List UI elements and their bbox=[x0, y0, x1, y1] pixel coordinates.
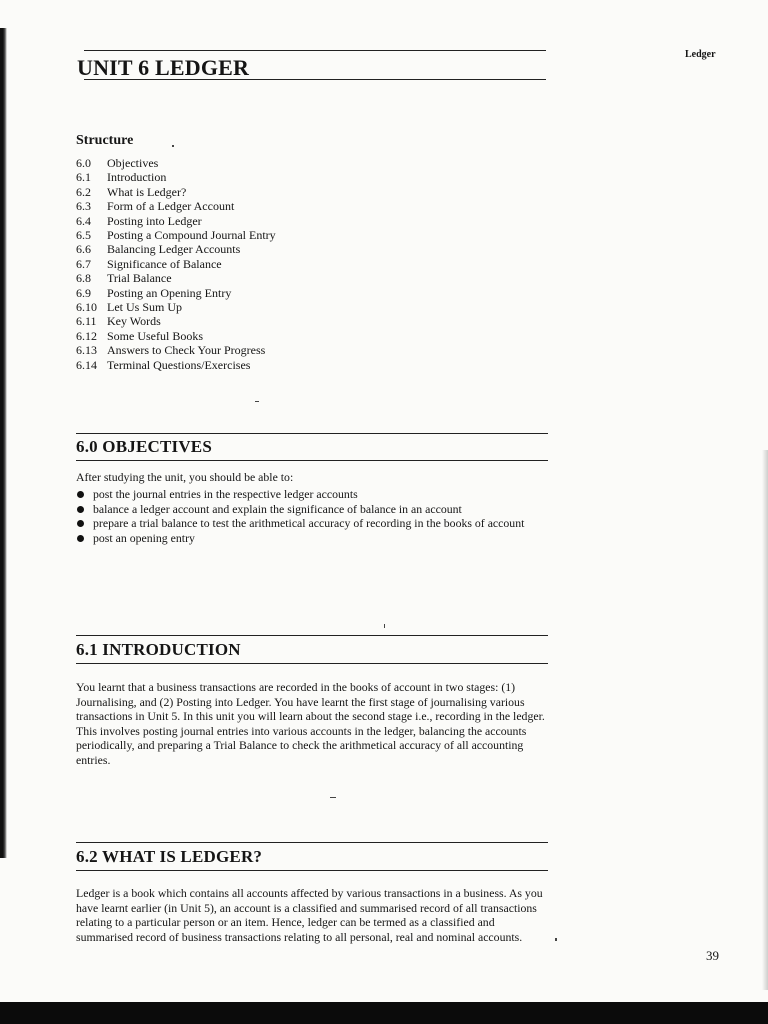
structure-item-number: 6.11 bbox=[76, 314, 97, 329]
scan-bottom-border bbox=[0, 1002, 768, 1024]
structure-item-text: Let Us Sum Up bbox=[107, 300, 182, 315]
structure-item bbox=[76, 358, 276, 372]
objective-item bbox=[76, 531, 556, 546]
structure-item-number: 6.3 bbox=[76, 199, 91, 214]
unit-title: UNIT 6 LEDGER bbox=[77, 55, 250, 80]
objective-item bbox=[76, 487, 556, 502]
structure-item-number: 6.10 bbox=[76, 300, 97, 315]
structure-item-text: Key Words bbox=[107, 314, 161, 329]
structure-item-text: Introduction bbox=[107, 170, 167, 185]
introduction-bottom-rule bbox=[76, 663, 548, 664]
structure-label: Structure bbox=[76, 133, 134, 148]
objectives-list bbox=[76, 487, 556, 545]
introduction-paragraph: You learnt that a business transactions are recorded in the books of account in two stages: (1) Journalising, and (2) Posting into Ledger. You have learnt the first stage of journalising various transactions in Unit 5. In this unit you will learn about the second stage i.e., recording in the ledger. This involves posting journal entries into various accounts in the ledger, balancing the accounts periodically, and preparing a Trial Balance to check the arithmetical accuracy of all accounting entries. bbox=[76, 680, 545, 767]
structure-item-number: 6.14 bbox=[76, 357, 97, 372]
ledger-section-bottom-rule bbox=[76, 870, 548, 871]
introduction-heading: 6.1 INTRODUCTION bbox=[76, 640, 241, 659]
scan-left-edge-shadow bbox=[0, 28, 7, 858]
structure-item bbox=[76, 242, 276, 256]
ledger-section-top-rule bbox=[76, 842, 548, 843]
page-number: 39 bbox=[706, 948, 719, 963]
structure-item-number: 6.4 bbox=[76, 213, 91, 228]
structure-item-number: 6.9 bbox=[76, 285, 91, 300]
objective-text: post the journal entries in the respective ledger accounts bbox=[93, 487, 358, 501]
structure-item-number: 6.6 bbox=[76, 242, 91, 257]
scan-right-edge-shadow bbox=[762, 450, 768, 990]
structure-item bbox=[76, 300, 276, 314]
objective-item bbox=[76, 516, 556, 531]
running-head: Ledger bbox=[685, 49, 716, 60]
objective-text: prepare a trial balance to test the arithmetical accuracy of recording in the books of account bbox=[93, 516, 525, 530]
structure-item-text: Form of a Ledger Account bbox=[107, 199, 235, 214]
structure-item-number: 6.2 bbox=[76, 184, 91, 199]
structure-item bbox=[76, 185, 276, 199]
bullet-icon bbox=[77, 491, 84, 498]
structure-item bbox=[76, 271, 276, 285]
objectives-bottom-rule bbox=[76, 460, 548, 461]
bullet-icon bbox=[77, 506, 84, 513]
bullet-icon bbox=[77, 520, 84, 527]
structure-item-text: Posting a Compound Journal Entry bbox=[107, 228, 276, 243]
structure-item-number: 6.5 bbox=[76, 228, 91, 243]
scan-speck bbox=[172, 145, 174, 147]
ledger-section-paragraph: Ledger is a book which contains all accounts affected by various transactions in a business. As you have learnt earlier (in Unit 5), an account is a classified and summarised record of all transactions relating to a particular person or an item. Hence, ledger can be termed as a classified and summarised record of business transactions relating to all personal, real and nominal accounts. bbox=[76, 886, 543, 944]
structure-item bbox=[76, 329, 276, 343]
structure-item bbox=[76, 156, 276, 170]
scan-speck bbox=[384, 624, 385, 628]
introduction-top-rule bbox=[76, 635, 548, 636]
structure-item-number: 6.8 bbox=[76, 271, 91, 286]
structure-item-number: 6.12 bbox=[76, 328, 97, 343]
structure-item-number: 6.13 bbox=[76, 343, 97, 358]
scan-speck bbox=[330, 797, 336, 798]
objectives-heading: 6.0 OBJECTIVES bbox=[76, 437, 213, 456]
structure-item-text: Balancing Ledger Accounts bbox=[107, 242, 241, 257]
objective-text: balance a ledger account and explain the significance of balance in an account bbox=[93, 501, 462, 516]
ledger-section-heading: 6.2 WHAT IS LEDGER? bbox=[76, 847, 263, 866]
title-top-rule bbox=[84, 50, 546, 51]
structure-item bbox=[76, 199, 276, 213]
structure-item-text: What is Ledger? bbox=[107, 184, 187, 199]
structure-item-number: 6.7 bbox=[76, 256, 91, 271]
objectives-intro: After studying the unit, you should be able to: bbox=[76, 470, 294, 484]
bullet-icon bbox=[77, 535, 84, 542]
structure-item-text: Answers to Check Your Progress bbox=[107, 343, 266, 358]
structure-item bbox=[76, 228, 276, 242]
structure-item-text: Posting into Ledger bbox=[107, 213, 202, 228]
scan-speck bbox=[555, 938, 557, 941]
structure-item-number: 6.0 bbox=[76, 156, 91, 170]
structure-item-text: Some Useful Books bbox=[107, 328, 203, 343]
structure-item-text: Trial Balance bbox=[107, 271, 172, 286]
objectives-top-rule bbox=[76, 433, 548, 434]
structure-list bbox=[76, 156, 276, 372]
structure-item bbox=[76, 214, 276, 228]
structure-item bbox=[76, 170, 276, 184]
title-bottom-rule bbox=[84, 79, 546, 80]
structure-item bbox=[76, 257, 276, 271]
scan-speck bbox=[255, 401, 259, 402]
structure-item bbox=[76, 343, 276, 357]
structure-item-number: 6.1 bbox=[76, 170, 91, 185]
structure-item-text: Posting an Opening Entry bbox=[107, 285, 232, 300]
structure-item-text: Objectives bbox=[107, 156, 159, 170]
structure-item bbox=[76, 314, 276, 328]
objective-item bbox=[76, 502, 556, 517]
structure-item-text: Terminal Questions/Exercises bbox=[107, 357, 251, 372]
structure-item-text: Significance of Balance bbox=[107, 256, 222, 271]
objective-text: post an opening entry bbox=[93, 530, 195, 545]
structure-item bbox=[76, 286, 276, 300]
